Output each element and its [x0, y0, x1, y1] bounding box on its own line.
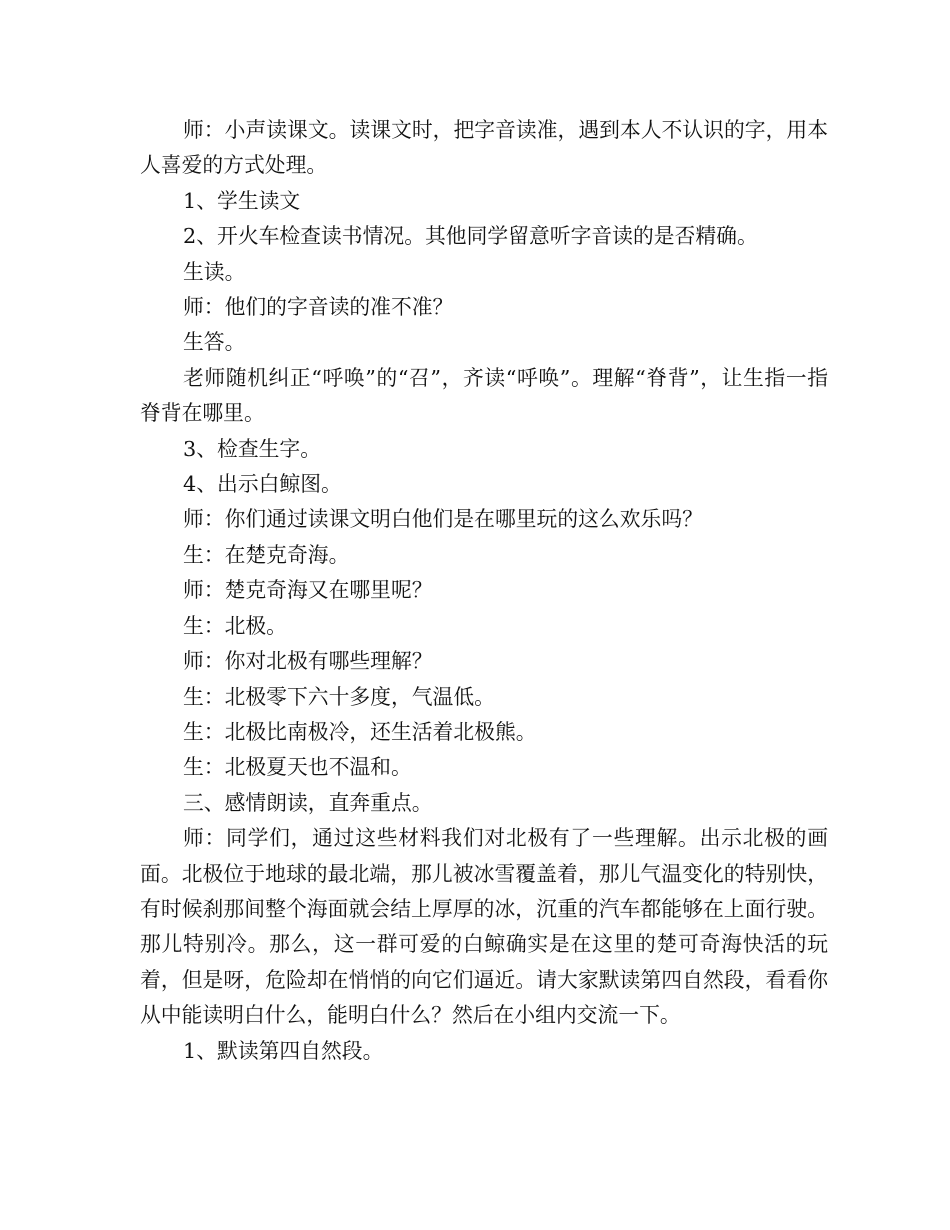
paragraph: 1、学生读文	[183, 188, 301, 213]
paragraph: 生：北极夏天也不温和。	[183, 755, 412, 780]
paragraph: 师：同学们，通过这些材料我们对北极有了一些理解。出示北极的画面。北极位于地球的最北端，那儿被冰雪覆盖着，那儿气温变化的特别快，有时候刹那间整个海面就会结上厚厚的冰，沉重的汽车都能够在上面行驶。那儿特别冷。那么，这一群可爱的白鲸确实是在这里的楚可奇海快活的玩着，但是呀，危险却在悄悄的向它们逼近。请大家默读第四自然段，看看你从中能读明白什么，能明白什么？然后在小组内交流一下。	[140, 826, 828, 1028]
paragraph: 生：北极。	[183, 613, 287, 638]
section-heading: 三、感情朗读，直奔重点。	[183, 790, 433, 815]
paragraph: 4、出示白鲸图。	[183, 472, 342, 497]
paragraph: 生：在楚克奇海。	[183, 542, 350, 567]
paragraph: 生读。	[183, 259, 246, 284]
paragraph: 师：你们通过读课文明白他们是在哪里玩的这么欢乐吗？	[183, 507, 703, 532]
paragraph: 3、检查生字。	[183, 436, 322, 461]
paragraph: 师：楚克奇海又在哪里呢？	[183, 578, 433, 603]
paragraph: 生答。	[183, 330, 246, 355]
paragraph: 1、默读第四自然段。	[183, 1038, 384, 1063]
paragraph: 2、开火车检查读书情况。其他同学留意听字音读的是否精确。	[183, 224, 758, 249]
paragraph: 生：北极比南极冷，还生活着北极熊。	[183, 719, 537, 744]
paragraph: 师：小声读课文。读课文时，把字音读准，遇到本人不认识的字，用本人喜爱的方式处理。	[140, 118, 828, 178]
paragraph: 师：你对北极有哪些理解？	[183, 649, 433, 674]
paragraph: 生：北极零下六十多度，气温低。	[183, 684, 495, 709]
document-body	[140, 113, 828, 1069]
paragraph: 老师随机纠正“呼唤”的“召”，齐读“呼唤”。理解“脊背”，让生指一指脊背在哪里。	[140, 365, 828, 426]
paragraph: 师：他们的字音读的准不准？	[183, 295, 454, 320]
